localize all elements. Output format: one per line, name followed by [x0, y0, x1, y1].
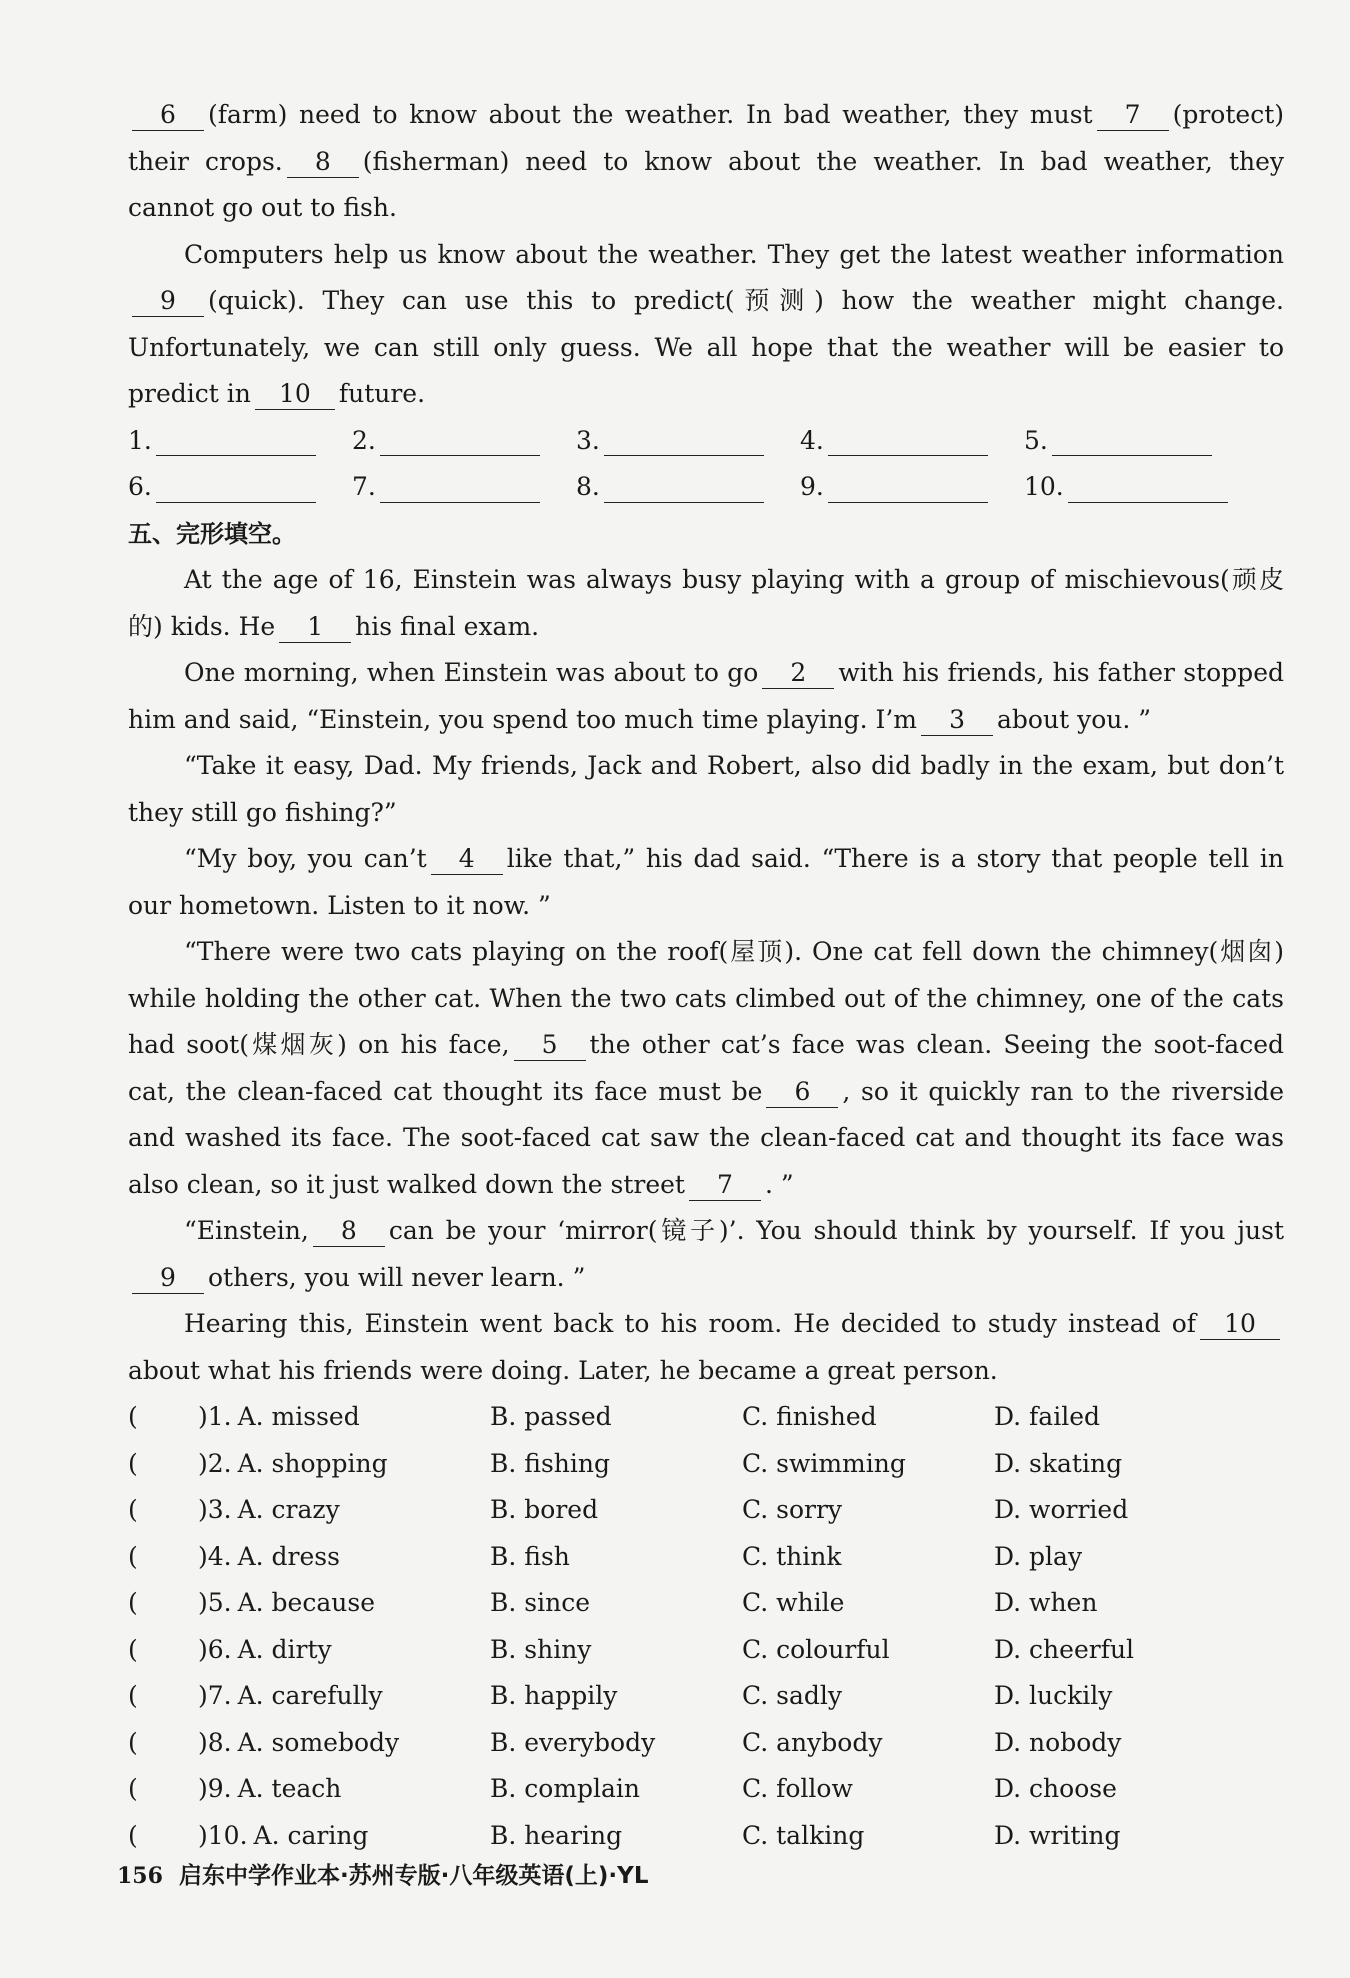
option-a[interactable]	[198, 1580, 490, 1627]
answer-slot-3[interactable]	[576, 418, 800, 465]
option-a[interactable]	[198, 1534, 490, 1581]
option-a[interactable]	[198, 1441, 490, 1488]
cloze-paragraph	[128, 743, 1284, 836]
option-c[interactable]: C. sorry	[742, 1495, 843, 1524]
answer-label: 2.	[352, 425, 376, 455]
question-number: )7.	[198, 1681, 232, 1710]
answer-slot-10[interactable]	[1024, 464, 1248, 511]
question-number: )8.	[198, 1727, 232, 1757]
text: (fisherman) need to know about the weather. In bad weather, they cannot go out to fish.	[128, 146, 1285, 222]
option-b[interactable]: B. since	[490, 1588, 590, 1617]
option-a-label: A. because	[237, 1588, 375, 1617]
answer-label: 4.	[800, 425, 824, 455]
option-a-label: A. dirty	[237, 1634, 332, 1664]
option-b[interactable]: B. fish	[490, 1541, 570, 1571]
option-a[interactable]	[198, 1627, 490, 1674]
blank-7[interactable]: 7	[1097, 100, 1169, 131]
option-d[interactable]: D. choose	[994, 1774, 1117, 1803]
cloze-blank-10[interactable]: 10	[1200, 1309, 1280, 1340]
cloze-blank-2[interactable]: 2	[762, 658, 834, 689]
answer-bracket[interactable]: (	[128, 1681, 138, 1710]
text: “Take it easy, Dad. My friends, Jack and Robert, also did badly in the exam, but don’t they still go fishing?”	[128, 751, 1284, 827]
text: future.	[338, 379, 426, 408]
answer-label: 1.	[128, 425, 152, 455]
option-c[interactable]: C. swimming	[742, 1448, 906, 1478]
option-b[interactable]: B. passed	[490, 1402, 612, 1431]
question-number: )4.	[198, 1541, 232, 1571]
answer-bracket[interactable]: (	[128, 1820, 138, 1850]
answer-bracket[interactable]: (	[128, 1495, 138, 1524]
question-list	[128, 1394, 1284, 1859]
text: One morning, when Einstein was about to go	[184, 658, 759, 687]
option-b[interactable]: B. bored	[490, 1495, 599, 1524]
text: (quick). They can use this to predict(预测) how the weather might change. Unfortunately, we can still only guess. We all hope that the weather will be easier to predict in	[128, 286, 1284, 408]
answer-row	[128, 464, 1284, 511]
question-row	[128, 1627, 1284, 1674]
option-c[interactable]: C. sadly	[742, 1681, 842, 1710]
answer-label: 10.	[1024, 472, 1064, 501]
option-b[interactable]: B. hearing	[490, 1820, 623, 1850]
option-d[interactable]: D. cheerful	[994, 1634, 1135, 1664]
question-number: )3.	[198, 1495, 232, 1524]
option-d[interactable]: D. nobody	[994, 1727, 1122, 1757]
text: , so it quickly ran to the riverside and washed its face. The soot-faced cat saw the clean-faced cat and thought its face was also clean, so it just walked down the street	[128, 1076, 1284, 1199]
option-a-label: A. missed	[237, 1402, 360, 1431]
cloze-blank-7[interactable]: 7	[689, 1170, 761, 1201]
text: (protect) their crops.	[128, 100, 1284, 176]
text: “My boy, you can’t	[184, 844, 427, 873]
question-row	[128, 1766, 1284, 1813]
text: like that,” his dad said. “There is a story that people tell in our hometown. Listen to it now. ”	[128, 844, 1284, 920]
blank-10[interactable]: 10	[255, 379, 335, 410]
passage-paragraph	[128, 92, 1284, 232]
question-number: )10.	[198, 1820, 248, 1850]
question-row	[128, 1394, 1284, 1441]
question-row	[128, 1441, 1284, 1488]
answer-bracket[interactable]: (	[128, 1402, 138, 1431]
answer-bracket[interactable]: (	[128, 1588, 138, 1617]
option-d[interactable]: D. worried	[994, 1495, 1129, 1524]
option-c[interactable]: C. think	[742, 1541, 842, 1571]
text: others, you will never learn. ”	[208, 1262, 586, 1292]
answer-slot-6[interactable]	[128, 464, 352, 511]
option-a-label: A. dress	[237, 1541, 340, 1571]
question-number: )5.	[198, 1588, 232, 1617]
cloze-blank-5[interactable]: 5	[514, 1030, 586, 1061]
answer-label: 6.	[128, 472, 152, 501]
option-b[interactable]: B. everybody	[490, 1727, 656, 1757]
option-b[interactable]: B. happily	[490, 1681, 618, 1710]
option-a-label: A. caring	[253, 1820, 369, 1850]
cloze-blank-1[interactable]: 1	[279, 612, 351, 643]
option-d[interactable]: D. writing	[994, 1820, 1121, 1850]
answer-row	[128, 418, 1284, 465]
option-a-label: A. somebody	[237, 1727, 400, 1757]
option-c[interactable]: C. finished	[742, 1402, 877, 1431]
answer-slot-8[interactable]	[576, 464, 800, 511]
answer-label: 9.	[800, 472, 824, 501]
option-b[interactable]: B. complain	[490, 1774, 641, 1803]
text: can be your ‘mirror(镜子)’. You should think by yourself. If you just	[388, 1216, 1284, 1245]
option-b[interactable]: B. shiny	[490, 1634, 592, 1664]
blank-8[interactable]: 8	[287, 147, 359, 178]
answer-bracket[interactable]: (	[128, 1448, 138, 1478]
text: with his friends, his father stopped him and said, “Einstein, you spend too much time playing. I’m	[128, 658, 1284, 734]
text: about what his friends were doing. Later, he became a great person.	[128, 1355, 998, 1385]
answer-slot-9[interactable]	[800, 464, 1024, 511]
option-a[interactable]	[198, 1487, 490, 1534]
question-number: )1.	[198, 1402, 232, 1431]
answer-slot-5[interactable]	[1024, 418, 1248, 465]
text: his final exam.	[355, 611, 540, 641]
question-row	[128, 1720, 1284, 1767]
page-footer	[117, 1857, 648, 1890]
option-b[interactable]: B. fishing	[490, 1448, 610, 1478]
text: the other cat’s face was clean. Seeing the soot-faced cat, the clean-faced cat thought its face must be	[128, 1030, 1284, 1106]
cloze-paragraph	[128, 836, 1284, 929]
option-a-label: A. shopping	[237, 1448, 388, 1478]
text: At the age of 16, Einstein was always busy playing with a group of mischievous(顽皮的) kids. He	[128, 565, 1284, 641]
option-c[interactable]: C. anybody	[742, 1727, 883, 1757]
option-d[interactable]: D. when	[994, 1588, 1098, 1617]
answer-slot-7[interactable]	[352, 464, 576, 511]
question-number: )9.	[198, 1774, 232, 1803]
question-row	[128, 1813, 1284, 1860]
blank-9[interactable]: 9	[132, 286, 204, 317]
cloze-paragraph	[128, 1208, 1284, 1301]
answer-slot-1[interactable]	[128, 418, 352, 465]
answer-label: 3.	[576, 425, 600, 455]
answer-bracket[interactable]: (	[128, 1727, 138, 1757]
text: about you. ”	[997, 704, 1152, 734]
answer-label: 7.	[352, 472, 376, 501]
question-number: )6.	[198, 1634, 232, 1664]
answer-slot-2[interactable]	[352, 418, 576, 465]
option-d[interactable]: D. play	[994, 1541, 1083, 1571]
answer-bracket[interactable]: (	[128, 1541, 138, 1571]
cloze-blank-8[interactable]: 8	[313, 1216, 385, 1247]
question-row	[128, 1673, 1284, 1720]
text: Hearing this, Einstein went back to his room. He decided to study instead of	[184, 1309, 1196, 1338]
cloze-blank-3[interactable]: 3	[921, 705, 993, 736]
blank-6[interactable]: 6	[132, 100, 204, 131]
option-c[interactable]: C. talking	[742, 1820, 865, 1850]
cloze-blank-4[interactable]: 4	[431, 844, 503, 875]
section-heading: 五、完形填空。	[128, 519, 296, 548]
cloze-blank-6[interactable]: 6	[766, 1077, 838, 1108]
answer-bracket[interactable]: (	[128, 1634, 138, 1664]
text: Computers help us know about the weather. They get the latest weather information	[184, 239, 1284, 269]
option-a[interactable]	[198, 1673, 490, 1720]
book-title: 启东中学作业本·苏州专版·八年级英语(上)·YL	[178, 1863, 649, 1889]
option-a[interactable]	[198, 1720, 490, 1767]
answer-bracket[interactable]: (	[128, 1774, 138, 1803]
answer-label: 8.	[576, 472, 600, 501]
passage-paragraph	[128, 232, 1284, 418]
text: (farm) need to know about the weather. In bad weather, they must	[208, 100, 1093, 129]
page-number: 156	[117, 1863, 163, 1889]
page-content	[128, 92, 1284, 1859]
question-row	[128, 1487, 1284, 1534]
cloze-paragraph	[128, 929, 1284, 1208]
text: “There were two cats playing on the roof(屋顶). One cat fell down the chimney(烟囱) while holding the other cat. When the two cats climbed out of the chimney, one of the cats had soot(煤烟灰) on his face,	[128, 937, 1284, 1059]
option-a[interactable]	[198, 1813, 490, 1860]
question-row	[128, 1534, 1284, 1581]
option-d[interactable]: D. luckily	[994, 1681, 1113, 1710]
cloze-blank-9[interactable]: 9	[132, 1263, 204, 1294]
option-d[interactable]: D. skating	[994, 1448, 1123, 1478]
option-a-label: A. carefully	[237, 1681, 383, 1710]
option-c[interactable]: C. colourful	[742, 1634, 890, 1664]
option-c[interactable]: C. while	[742, 1588, 845, 1617]
question-number: )2.	[198, 1448, 232, 1478]
answer-slot-4[interactable]	[800, 418, 1024, 465]
option-a[interactable]	[198, 1394, 490, 1441]
answer-label: 5.	[1024, 425, 1048, 455]
option-d[interactable]: D. failed	[994, 1402, 1100, 1431]
option-c[interactable]: C. follow	[742, 1774, 853, 1803]
cloze-paragraph	[128, 650, 1284, 743]
option-a[interactable]	[198, 1766, 490, 1813]
cloze-paragraph	[128, 1301, 1284, 1394]
cloze-paragraph	[128, 557, 1284, 650]
option-a-label: A. crazy	[237, 1495, 340, 1524]
question-row	[128, 1580, 1284, 1627]
option-a-label: A. teach	[237, 1774, 342, 1803]
text: . ”	[764, 1169, 794, 1199]
text: “Einstein,	[184, 1216, 309, 1245]
